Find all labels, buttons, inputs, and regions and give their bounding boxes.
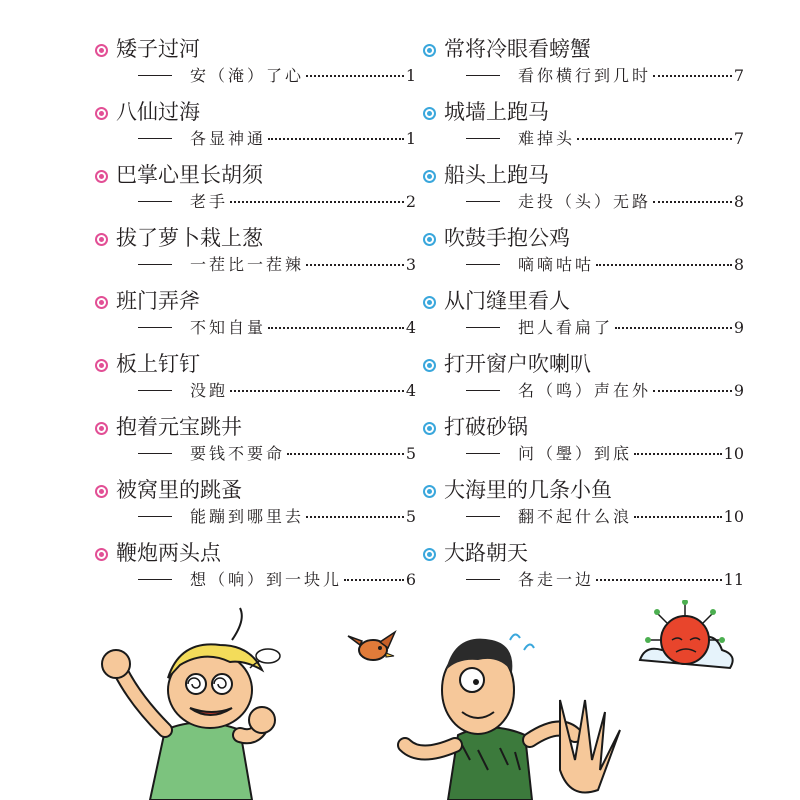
toc-entry[interactable] <box>423 441 753 526</box>
entry-answer: 各走一边 <box>518 570 595 589</box>
page-number: 3 <box>405 255 416 274</box>
entry-answer: 问（璺）到底 <box>518 444 633 463</box>
angry-boy-illustration <box>102 608 280 800</box>
entry-title: 从门缝里看人 <box>444 289 570 313</box>
dot-leader <box>596 579 722 581</box>
bullet-icon <box>423 170 436 183</box>
page-number: 9 <box>733 381 744 400</box>
entry-answer: 要钱不要命 <box>190 444 286 463</box>
dash-divider <box>466 579 500 580</box>
page-number: 6 <box>405 570 416 589</box>
bullet-icon <box>95 485 108 498</box>
toc-entry[interactable] <box>423 189 753 274</box>
bullet-icon <box>95 296 108 309</box>
entry-answer-line <box>138 570 416 590</box>
toc-entry[interactable] <box>423 252 753 337</box>
page-number: 11 <box>723 570 744 589</box>
entry-title: 班门弄斧 <box>116 289 200 313</box>
entry-title: 八仙过海 <box>116 100 200 124</box>
page-number: 5 <box>405 507 416 526</box>
entry-title: 吹鼓手抱公鸡 <box>444 226 570 250</box>
page-number: 1 <box>405 129 416 148</box>
scared-man-illustration <box>405 634 620 800</box>
bullet-icon <box>95 548 108 561</box>
entry-answer: 嘀嘀咕咕 <box>518 255 595 274</box>
page-number: 8 <box>733 255 744 274</box>
toc-entry[interactable] <box>95 441 425 526</box>
page-number: 10 <box>723 507 744 526</box>
entry-answer: 看你横行到几时 <box>518 66 652 85</box>
entry-title: 鞭炮两头点 <box>116 541 221 565</box>
entry-title: 拔了萝卜栽上葱 <box>116 226 263 250</box>
bullet-icon <box>95 107 108 120</box>
toc-entry[interactable] <box>95 315 425 400</box>
entry-answer: 能蹦到哪里去 <box>190 507 305 526</box>
dot-leader <box>344 579 404 581</box>
entry-answer: 翻不起什么浪 <box>518 507 633 526</box>
bird-illustration <box>348 632 395 660</box>
page-number: 7 <box>733 129 744 148</box>
entry-answer: 一茬比一茬辣 <box>190 255 305 274</box>
toc-entry[interactable] <box>423 315 753 400</box>
entry-title: 船头上跑马 <box>444 163 549 187</box>
bullet-icon <box>423 233 436 246</box>
entry-answer: 老手 <box>190 192 229 211</box>
entry-title: 大海里的几条小鱼 <box>444 478 612 502</box>
bullet-icon <box>423 359 436 372</box>
toc-entry[interactable] <box>95 0 425 85</box>
toc-entry[interactable] <box>95 63 425 148</box>
entry-title: 板上钉钉 <box>116 352 200 376</box>
page-number: 5 <box>405 444 416 463</box>
entry-title: 被窝里的跳蚤 <box>116 478 242 502</box>
page-number: 1 <box>405 66 416 85</box>
page-number: 7 <box>733 66 744 85</box>
toc-entry[interactable] <box>95 378 425 463</box>
entry-answer-line <box>466 570 744 590</box>
entry-answer: 走投（头）无路 <box>518 192 652 211</box>
page-number: 4 <box>405 381 416 400</box>
entry-title: 常将冷眼看螃蟹 <box>444 37 591 61</box>
toc-entry[interactable] <box>423 378 753 463</box>
entry-title: 城墙上跑马 <box>444 100 549 124</box>
bullet-icon <box>423 485 436 498</box>
toc-entry[interactable] <box>95 504 425 589</box>
entry-answer: 名（鸣）声在外 <box>518 381 652 400</box>
page-number: 10 <box>723 444 744 463</box>
bullet-icon <box>95 170 108 183</box>
entry-title: 打开窗户吹喇叭 <box>444 352 591 376</box>
bullet-icon <box>423 107 436 120</box>
toc-entry[interactable] <box>423 126 753 211</box>
dash-divider <box>138 579 172 580</box>
page-number: 9 <box>733 318 744 337</box>
entry-title: 抱着元宝跳井 <box>116 415 242 439</box>
entry-answer: 把人看扁了 <box>518 318 614 337</box>
entry-title: 巴掌心里长胡须 <box>116 163 263 187</box>
page-number: 4 <box>405 318 416 337</box>
sun-on-cloud-illustration <box>640 600 733 668</box>
entry-answer: 不知自量 <box>190 318 267 337</box>
entry-answer: 安（淹）了心 <box>190 66 305 85</box>
toc-entry[interactable] <box>95 126 425 211</box>
entry-title: 大路朝天 <box>444 541 528 565</box>
entry-answer: 想（响）到一块儿 <box>190 570 343 589</box>
entry-answer: 各显神通 <box>190 129 267 148</box>
bullet-icon <box>95 44 108 57</box>
cartoon-illustration <box>0 600 800 800</box>
bullet-icon <box>423 296 436 309</box>
bullet-icon <box>95 359 108 372</box>
bullet-icon <box>95 233 108 246</box>
page-number: 2 <box>405 192 416 211</box>
bullet-icon <box>423 548 436 561</box>
entry-title: 矮子过河 <box>116 37 200 61</box>
bullet-icon <box>423 422 436 435</box>
page-number: 8 <box>733 192 744 211</box>
entry-answer: 难掉头 <box>518 129 576 148</box>
bullet-icon <box>95 422 108 435</box>
entry-answer: 没跑 <box>190 381 229 400</box>
toc-entry[interactable] <box>95 252 425 337</box>
toc-entry[interactable] <box>423 63 753 148</box>
entry-title: 打破砂锅 <box>444 415 528 439</box>
bullet-icon <box>423 44 436 57</box>
toc-entry[interactable] <box>95 189 425 274</box>
toc-entry[interactable] <box>423 0 753 85</box>
toc-entry[interactable] <box>423 504 753 589</box>
